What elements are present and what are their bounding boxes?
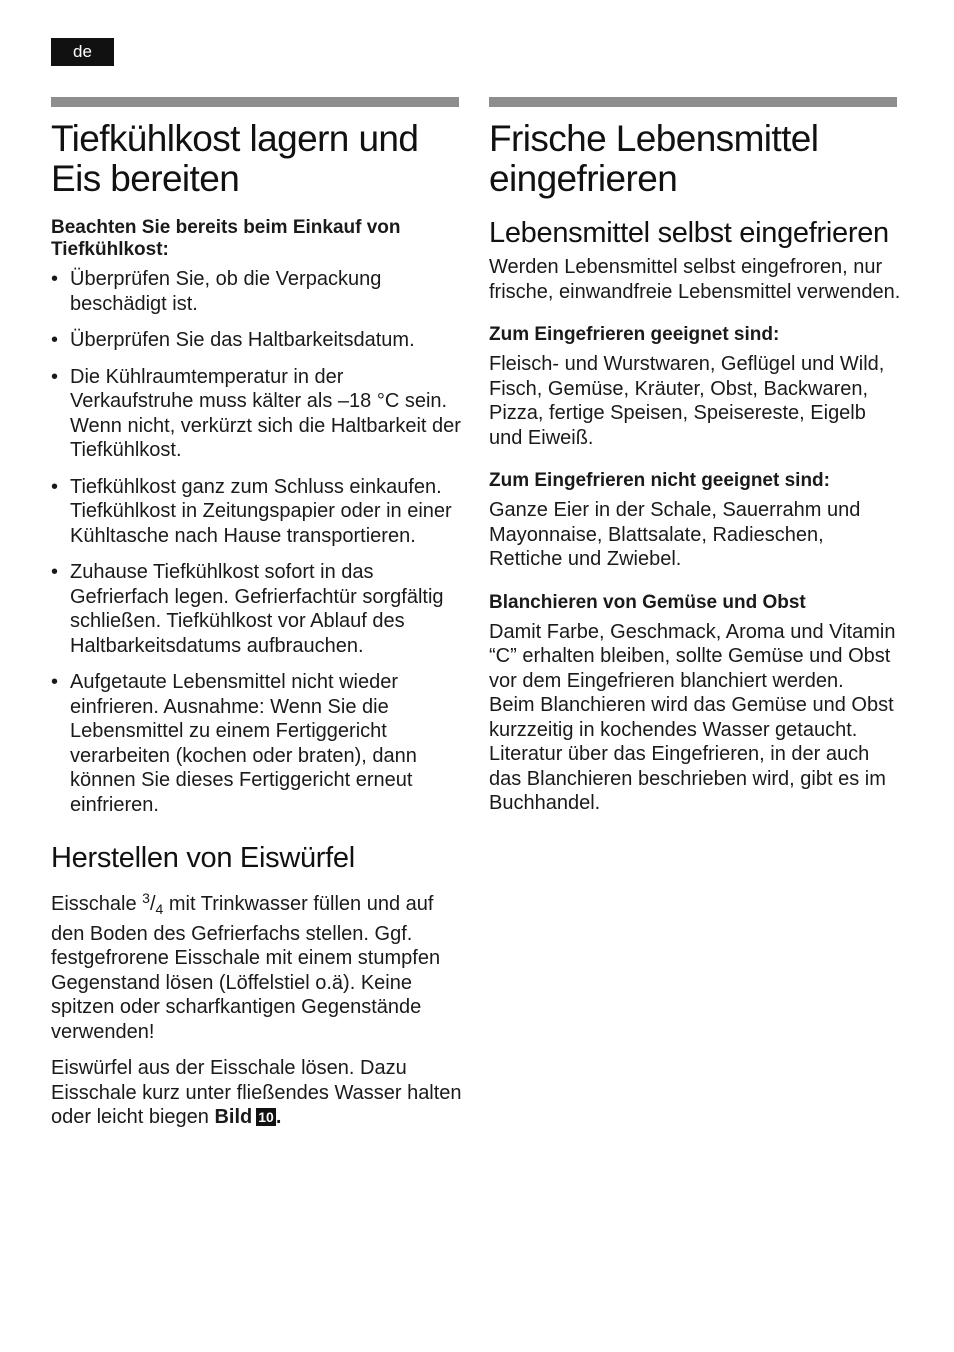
blanch-label: Blanchieren von Gemüse und Obst: [489, 591, 806, 613]
suitable-text: Fleisch- und Wurstwaren, Geflügel und Wild, Fisch, Gemüse, Kräuter, Obst, Backwaren, Pizza, fertige Speisen, Speisereste, Eigelb und Eiweiß.: [489, 353, 885, 449]
ice-text: mit Trinkwasser füllen und auf den Boden des Gefrierfachs stellen. Ggf. festgefrorene Eisschale mit einem stumpfen Gegenstand lösen (Löffelstiel o.ä). Keine spitzen oder scharfkantigen Gegenstände verwenden!: [51, 893, 441, 1043]
list-item: • Die Kühlraumtemperatur in der Verkaufstruhe muss kälter als –18 °C sein. Wenn nicht, verkürzt sich die Haltbarkeit der Tiefkühlkost.: [51, 365, 463, 463]
figure-reference: Bild: [214, 1106, 253, 1128]
subsection-title: Lebensmittel selbst eingefrieren: [489, 217, 889, 249]
section-title: Tiefkühlkost lagern und Eis bereiten: [51, 118, 419, 199]
list-item: • Tiefkühlkost ganz zum Schluss einkaufen. Tiefkühlkost in Zeitungspapier oder in einer Kühltasche nach Hause transportieren.: [51, 475, 463, 549]
fraction-numerator: 3: [142, 890, 150, 906]
blanch-paragraph-1: Damit Farbe, Geschmack, Aroma und Vitamin “C” erhalten bleiben, sollte Gemüse und Obst vor dem Eingefrieren blanchiert werden.: [489, 620, 896, 692]
figure-number-badge: 10: [258, 1109, 274, 1125]
blanch-paragraph-3: Literatur über das Eingefrieren, in der auch das Blanchieren beschrieben wird, gibt es im Buchhandel.: [489, 743, 886, 814]
language-tag: de: [51, 38, 114, 66]
fraction-denominator: 4: [155, 901, 164, 917]
list-item: • Zuhause Tiefkühlkost sofort in das Gefrierfach legen. Gefrierfachtür sorgfältig schließen. Tiefkühlkost vor Ablauf des Haltbarkeitsdatums aufbrauchen.: [51, 560, 463, 658]
ice-prefix: Eisschale: [51, 893, 137, 915]
list-item: • Überprüfen Sie das Haltbarkeitsdatum.: [51, 328, 463, 353]
suitable-label: Zum Eingefrieren geeignet sind:: [489, 324, 780, 345]
section-rule: [489, 97, 897, 107]
unsuitable-label: Zum Eingefrieren nicht geeignet sind:: [489, 470, 830, 491]
ice-paragraph-1: Eisschale $^3/_4$ mit Trinkwasser füllen und auf den Boden des Gefrierfachs stellen. Ggf. festgefrorene Eisschale mit einem stumpfen Gegenstand lösen (Löffelstiel o.ä). Keine spitzen oder scharfkantigen Gegenstände verwenden!: [51, 890, 441, 1043]
intro-paragraph: Werden Lebensmittel selbst eingefroren, nur frische, einwandfreie Lebensmittel verwenden.: [489, 256, 901, 303]
left-column: [51, 97, 463, 1130]
right-column: [489, 97, 901, 816]
unsuitable-text: Ganze Eier in der Schale, Sauerrahm und Mayonnaise, Blattsalate, Radieschen, Rettiche und Zwiebel.: [489, 499, 861, 570]
section-title: Frische Lebensmittel eingefrieren: [489, 118, 819, 199]
section-rule: [51, 97, 459, 107]
blanch-paragraph-2: Beim Blanchieren wird das Gemüse und Obst kurzzeitig in kochendes Wasser getaucht.: [489, 694, 894, 741]
list-item: • Überprüfen Sie, ob die Verpackung beschädigt ist.: [51, 267, 463, 316]
figure-period: .: [275, 1106, 282, 1128]
list-item: • Aufgetaute Lebensmittel nicht wieder einfrieren. Ausnahme: Wenn Sie die Lebensmittel zu einem Fertiggericht verarbeiten (kochen oder braten), dann können Sie dieses Fertiggericht erneut einfrieren.: [51, 670, 463, 817]
intro-label: Beachten Sie bereits beim Einkauf von Tiefkühlkost:: [51, 217, 401, 260]
ice-text-2: Eiswürfel aus der Eisschale lösen. Dazu Eisschale kurz unter fließendes Wasser halten oder leicht biegen: [51, 1057, 462, 1128]
tips-list: [51, 267, 463, 817]
ice-heading: Herstellen von Eiswürfel: [51, 842, 355, 874]
ice-paragraph-2: [51, 1056, 463, 1130]
